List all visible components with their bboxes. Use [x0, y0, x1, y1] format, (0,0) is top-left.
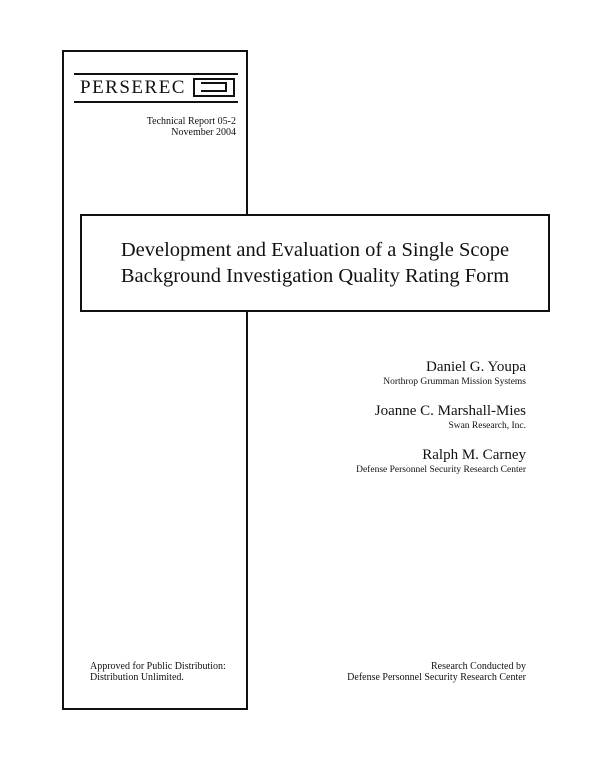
report-meta [147, 116, 236, 138]
research-credit [347, 661, 526, 683]
report-number: Technical Report 05-2 [146, 116, 236, 127]
title-line-1: Development and Evaluation of a Single Scope [120, 239, 510, 261]
distribution-statement [90, 661, 226, 683]
perserec-logo [74, 73, 238, 103]
report-date: November 2004 [171, 127, 236, 138]
logo-text: PERSEREC [80, 77, 186, 98]
author-list [356, 358, 526, 490]
research-credit-line-1: Research Conducted by [431, 661, 526, 672]
author-item [356, 358, 526, 388]
title-box [80, 214, 550, 312]
author-item [356, 446, 526, 476]
author-name: Ralph M. Carney [422, 447, 526, 463]
logo-top-rule [74, 73, 238, 75]
author-name: Daniel G. Youpa [426, 359, 526, 375]
distribution-line-1: Approved for Public Distribution: [90, 661, 226, 672]
logo-bottom-rule [74, 101, 238, 103]
cover-side-frame [62, 50, 248, 710]
author-item [356, 402, 526, 432]
author-name: Joanne C. Marshall-Mies [374, 403, 526, 419]
logo-emblem-icon [193, 78, 235, 97]
author-affiliation: Northrop Grumman Mission Systems [383, 377, 526, 387]
distribution-line-2: Distribution Unlimited. [90, 672, 184, 683]
research-credit-line-2: Defense Personnel Security Research Center [347, 672, 526, 683]
author-affiliation: Defense Personnel Security Research Center [356, 465, 526, 475]
author-affiliation: Swan Research, Inc. [448, 421, 526, 431]
title-line-2: Background Investigation Quality Rating Form [120, 265, 510, 287]
